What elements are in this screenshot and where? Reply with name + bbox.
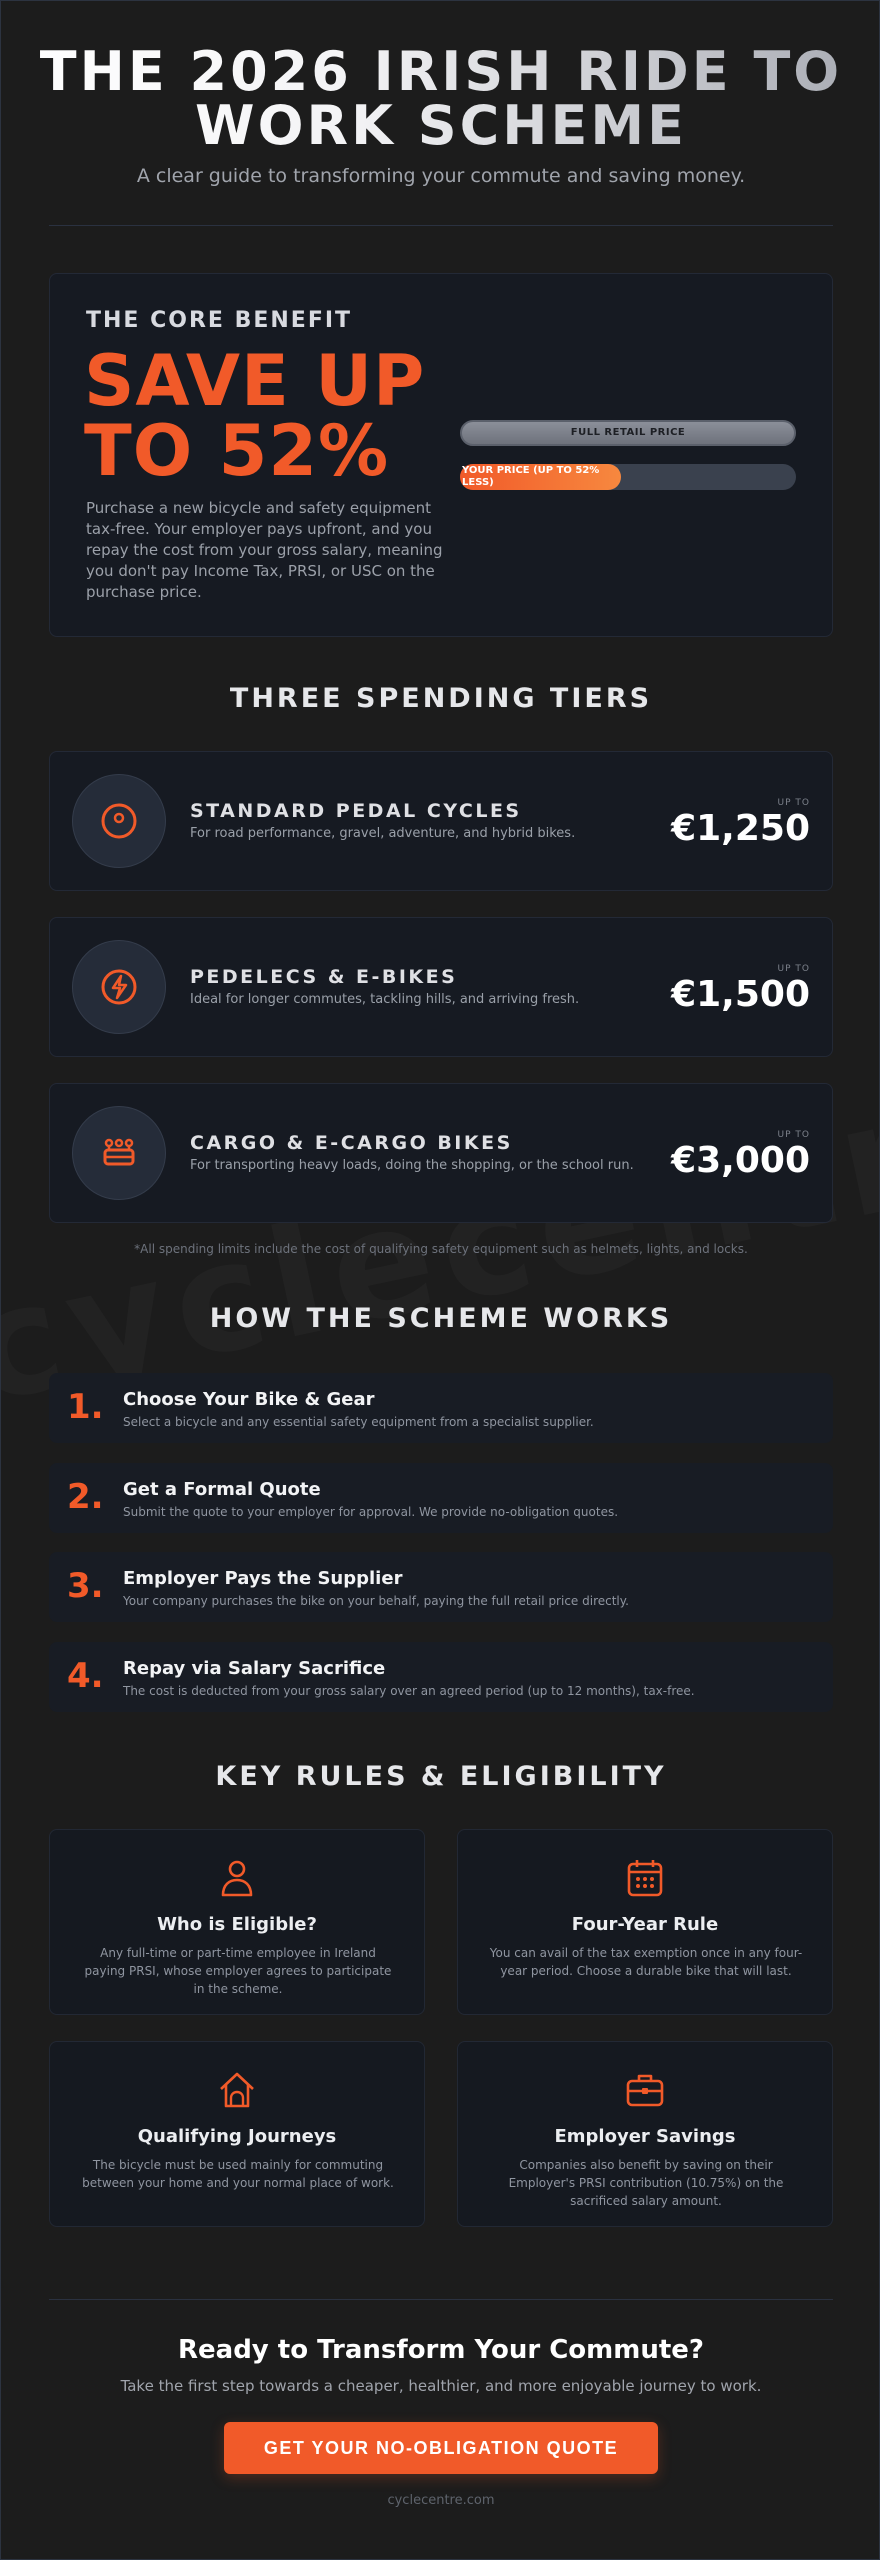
step-description: Submit the quote to your employer for approval. We provide no-obligation quotes. bbox=[123, 1505, 619, 1519]
core-benefit-label: THE CORE BENEFIT bbox=[86, 308, 353, 333]
rule-title: Employer Savings bbox=[554, 2126, 736, 2147]
step-title: Employer Pays the Supplier bbox=[123, 1568, 403, 1589]
page-title: THE 2026 IRISH RIDE TO WORK SCHEME bbox=[1, 45, 880, 153]
step-number: 2. bbox=[67, 1477, 104, 1517]
rule-card bbox=[457, 2041, 833, 2227]
tier-card bbox=[49, 917, 833, 1057]
rule-description: You can avail of the tax exemption once in any four-year period. Choose a durable bike that will last. bbox=[489, 1946, 803, 1978]
tier-name: STANDARD PEDAL CYCLES bbox=[190, 800, 522, 822]
person-icon bbox=[50, 1858, 424, 1898]
core-benefit-description: Purchase a new bicycle and safety equipment tax-free. Your employer pays upfront, and you repay the cost from your gross salary, meaning you don't pay Income Tax, PRSI, or USC on the purchase price. bbox=[86, 499, 443, 601]
calendar-icon bbox=[458, 1858, 832, 1898]
rule-card bbox=[457, 1829, 833, 2015]
divider bbox=[49, 225, 833, 226]
step-item bbox=[49, 1373, 833, 1443]
tier-price: €1,500 bbox=[671, 974, 810, 1015]
rule-title: Four-Year Rule bbox=[571, 1914, 719, 1935]
site-link[interactable]: cyclecentre.com bbox=[387, 2493, 495, 2508]
steps-title: HOW THE SCHEME WORKS bbox=[209, 1303, 673, 1334]
ebike-icon bbox=[72, 940, 166, 1034]
core-benefit-card bbox=[49, 273, 833, 637]
page-subtitle: A clear guide to transforming your commute and saving money. bbox=[136, 165, 746, 187]
your-price-track bbox=[460, 464, 796, 490]
get-quote-button[interactable]: GET YOUR NO-OBLIGATION QUOTE bbox=[224, 2422, 658, 2474]
tiers-title: THREE SPENDING TIERS bbox=[229, 683, 653, 714]
tier-description: Ideal for longer commutes, tackling hills, and arriving fresh. bbox=[190, 992, 580, 1007]
home-icon bbox=[50, 2070, 424, 2110]
cta-subtitle: Take the first step towards a cheaper, healthier, and more enjoyable journey to work. bbox=[120, 2377, 762, 2395]
tier-name: PEDELECS & E-BIKES bbox=[190, 966, 458, 988]
tier-upto: UP TO bbox=[777, 964, 810, 974]
tier-price: €1,250 bbox=[671, 808, 810, 849]
step-item bbox=[49, 1552, 833, 1622]
step-description: Select a bicycle and any essential safety equipment from a specialist supplier. bbox=[123, 1415, 594, 1429]
step-title: Choose Your Bike & Gear bbox=[123, 1389, 375, 1410]
wheel-icon bbox=[72, 774, 166, 868]
tier-card bbox=[49, 751, 833, 891]
savings-headline: SAVE UP TO 52% bbox=[84, 340, 426, 492]
tier-upto: UP TO bbox=[777, 1130, 810, 1140]
tier-description: For road performance, gravel, adventure, and hybrid bikes. bbox=[190, 826, 576, 841]
step-title: Get a Formal Quote bbox=[123, 1479, 321, 1500]
divider bbox=[49, 2299, 833, 2300]
step-description: The cost is deducted from your gross salary over an agreed period (up to 12 months), tax-free. bbox=[123, 1684, 695, 1698]
step-title: Repay via Salary Sacrifice bbox=[123, 1658, 386, 1679]
rule-card bbox=[49, 1829, 425, 2015]
your-price-bar: YOUR PRICE (UP TO 52% LESS) bbox=[460, 464, 621, 490]
rule-card bbox=[49, 2041, 425, 2227]
tier-card bbox=[49, 1083, 833, 1223]
step-number: 1. bbox=[67, 1387, 104, 1427]
tier-price: €3,000 bbox=[671, 1140, 810, 1181]
full-price-bar: FULL RETAIL PRICE bbox=[460, 420, 796, 446]
rule-description: Any full-time or part-time employee in Ireland paying PRSI, whose employer agrees to participate in the scheme. bbox=[84, 1946, 392, 1996]
rule-title: Qualifying Journeys bbox=[137, 2126, 337, 2147]
step-item bbox=[49, 1642, 833, 1712]
step-number: 4. bbox=[67, 1656, 104, 1696]
briefcase-icon bbox=[458, 2070, 832, 2110]
rules-title: KEY RULES & ELIGIBILITY bbox=[215, 1761, 667, 1792]
cargo-icon bbox=[72, 1106, 166, 1200]
step-item bbox=[49, 1463, 833, 1533]
tier-name: CARGO & E-CARGO BIKES bbox=[190, 1132, 513, 1154]
tier-upto: UP TO bbox=[777, 798, 810, 808]
tiers-footnote: *All spending limits include the cost of qualifying safety equipment such as helmets, lights, and locks. bbox=[134, 1242, 748, 1256]
rule-description: The bicycle must be used mainly for commuting between your home and your normal place of work. bbox=[82, 2158, 394, 2190]
rule-title: Who is Eligible? bbox=[157, 1914, 317, 1935]
step-description: Your company purchases the bike on your behalf, paying the full retail price directly. bbox=[123, 1594, 629, 1608]
rule-description: Companies also benefit by saving on their Employer's PRSI contribution (10.75%) on the sacrificed salary amount. bbox=[508, 2158, 784, 2208]
step-number: 3. bbox=[67, 1566, 104, 1606]
cta-title: Ready to Transform Your Commute? bbox=[178, 2335, 704, 2365]
tier-description: For transporting heavy loads, doing the shopping, or the school run. bbox=[190, 1158, 634, 1173]
